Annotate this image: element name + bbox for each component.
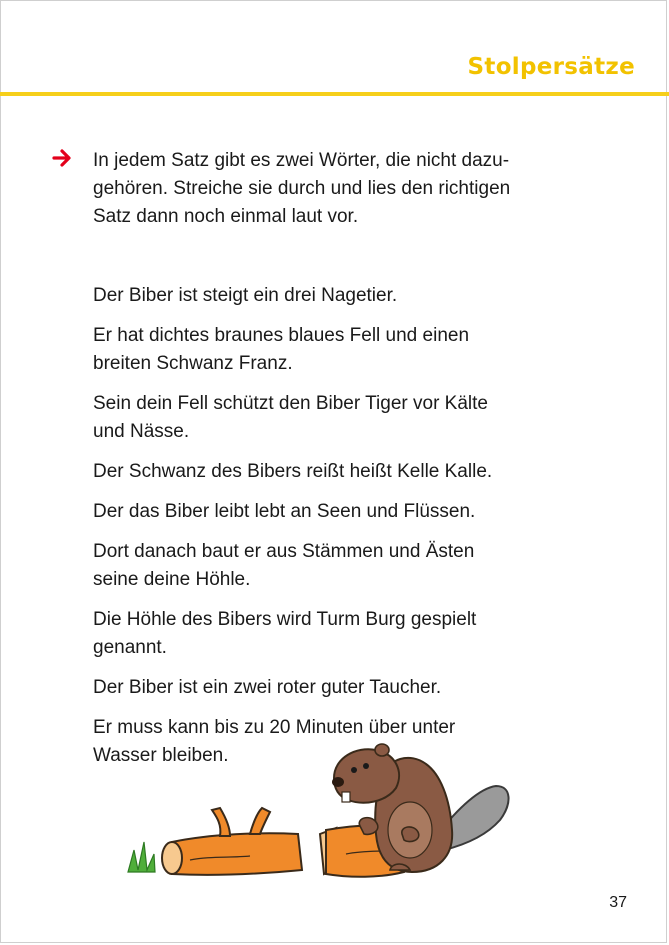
sentence-2	[93, 322, 563, 378]
sentence-7	[93, 606, 563, 662]
arrow-right-icon	[52, 148, 74, 168]
sentence-line: und Nässe.	[93, 421, 190, 442]
sentence-line: Der Biber ist steigt ein drei Nagetier.	[93, 285, 398, 306]
sentence-line: Dort danach baut er aus Stämmen und Ästen	[93, 541, 475, 562]
sentence-line: Sein dein Fell schützt den Biber Tiger vor Kälte	[93, 393, 488, 414]
header-rule	[0, 92, 669, 96]
instruction-text	[93, 147, 573, 231]
sentence-line: Die Höhle des Bibers wird Turm Burg gespielt	[93, 609, 477, 630]
sentence-3	[93, 390, 563, 446]
instruction-line: gehören. Streiche sie durch und lies den richtigen	[93, 178, 511, 199]
sentence-line: seine deine Höhle.	[93, 569, 251, 590]
sentence-6	[93, 538, 563, 594]
sentence-line: genannt.	[93, 637, 167, 658]
sentence-list	[93, 282, 563, 782]
sentence-line: breiten Schwanz Franz.	[93, 353, 293, 374]
sentence-1	[93, 282, 563, 310]
page-number: 37	[609, 894, 627, 911]
sentence-4	[93, 458, 563, 486]
grass-icon	[128, 842, 155, 872]
page-title: Stolpersätze	[467, 54, 635, 80]
sentence-8	[93, 674, 563, 702]
instruction-line: Satz dann noch einmal laut vor.	[93, 206, 359, 227]
beaver-illustration	[120, 738, 520, 888]
sentence-5	[93, 498, 563, 526]
sentence-line: Er hat dichtes braunes blaues Fell und einen	[93, 325, 470, 346]
sentence-line: Wasser bleiben.	[93, 745, 229, 766]
sentence-line: Der Schwanz des Bibers reißt heißt Kelle Kalle.	[93, 461, 493, 482]
log-left-icon	[162, 808, 302, 875]
sentence-line: Er muss kann bis zu 20 Minuten über unter	[93, 717, 456, 738]
sentence-line: Der Biber ist ein zwei roter guter Taucher.	[93, 677, 442, 698]
instruction-line: In jedem Satz gibt es zwei Wörter, die nicht dazu-	[93, 150, 510, 171]
sentence-line: Der das Biber leibt lebt an Seen und Flüssen.	[93, 501, 476, 522]
